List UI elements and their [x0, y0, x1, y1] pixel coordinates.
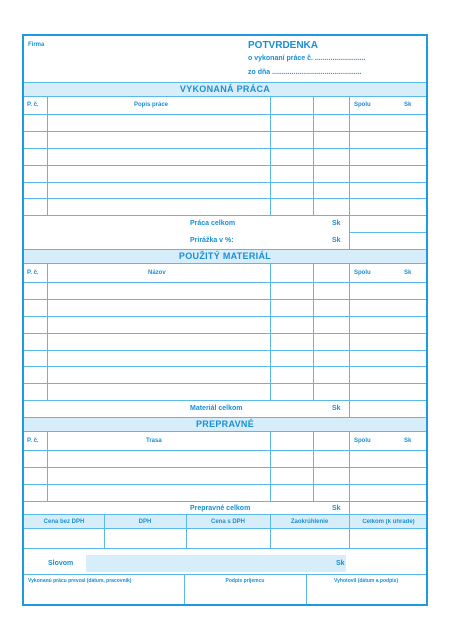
price-incl-vat-label: Cena s DPH — [210, 519, 245, 525]
material-sum-currency: Sk — [332, 405, 341, 412]
surcharge-currency: Sk — [332, 237, 341, 244]
price-excl-vat-label: Cena bez DPH — [43, 519, 85, 525]
amount-in-words-label: Slovom — [48, 560, 74, 567]
recipient-signature-label: Podpis príjemcu — [225, 578, 265, 584]
material-sum-label: Materiál celkom — [190, 405, 243, 412]
amount-in-words-currency: Sk — [336, 560, 345, 567]
firma-label: Firma — [28, 42, 45, 48]
vat-label: DPH — [138, 519, 152, 525]
work-section-title: VYKONANÁ PRÁCA — [179, 84, 271, 94]
material-col-no: P. č. — [27, 270, 39, 276]
work-sum-currency: Sk — [332, 220, 341, 227]
issued-by-label: Vyhotovil (dátum a podpis) — [334, 578, 398, 584]
amount-in-words-field[interactable] — [86, 555, 346, 572]
work-number-line[interactable]: o vykonaní práce č. .......................... — [248, 55, 366, 62]
material-col-name: Názov — [148, 270, 166, 276]
form-title: POTVRDENKA — [248, 40, 319, 51]
work-sum-label: Práca celkom — [190, 220, 236, 227]
transport-sum-label: Prepravné celkom — [190, 505, 251, 512]
surcharge-label: Prirážka v %: — [190, 237, 234, 244]
performed-by-label: Vykonanú prácu prevzal (dátum, pracovník) — [28, 578, 132, 584]
transport-sum-currency: Sk — [332, 505, 341, 512]
work-col-total: Spolu — [354, 102, 371, 108]
transport-col-route: Trasa — [146, 438, 162, 444]
rounding-label: Zaokrúhlenie — [290, 519, 329, 525]
work-col-no: P. č. — [27, 102, 39, 108]
material-col-total: Spolu — [354, 270, 371, 276]
work-col-desc: Popis práce — [134, 102, 169, 108]
work-col-currency: Sk — [404, 102, 412, 108]
transport-section-title: PREPRAVNÉ — [195, 419, 255, 429]
date-line[interactable]: zo dňa .............................................. — [248, 69, 362, 76]
receipt-form — [22, 34, 428, 606]
material-section-title: POUŽITÝ MATERIÁL — [178, 251, 272, 261]
transport-col-total: Spolu — [354, 438, 371, 444]
transport-col-no: P. č. — [27, 438, 39, 444]
total-to-pay-label: Celkom (k úhrade) — [362, 519, 415, 525]
transport-col-currency: Sk — [404, 438, 412, 444]
material-col-currency: Sk — [404, 270, 412, 276]
